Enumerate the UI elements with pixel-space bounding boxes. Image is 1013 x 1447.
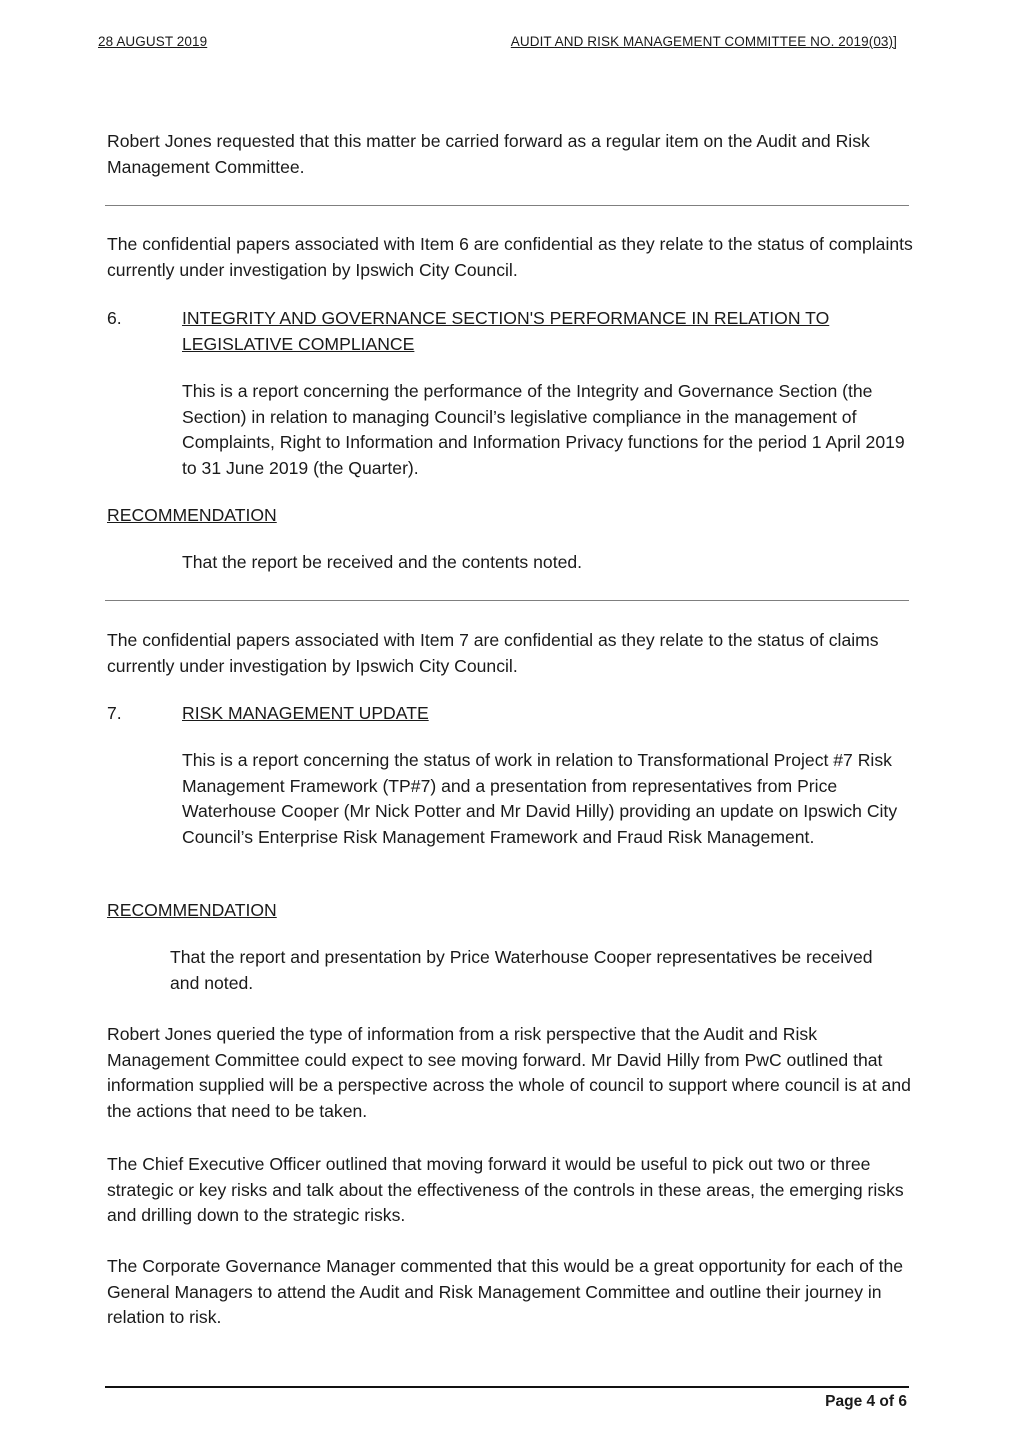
item6-recommendation-heading: RECOMMENDATION — [107, 505, 277, 525]
item6-title: INTEGRITY AND GOVERNANCE SECTION'S PERFORMANCE IN RELATION TO LEGISLATIVE COMPLIANCE — [182, 308, 830, 354]
paragraph-governance-manager: The Corporate Governance Manager commented that this would be a great opportunity for each of the General Managers to attend the Audit and Risk Management Committee and outline their journey in relation to risk. — [107, 1256, 904, 1328]
item7-number: 7. — [107, 703, 122, 723]
item6-body: This is a report concerning the performance of the Integrity and Governance Section (the Section) in relation to managing Council’s legislative compliance in the management of Complaints, Right to Information and Information Privacy functions for the period 1 April 2019 to 31 June 2019 (the Quarter). — [182, 381, 905, 478]
item6-recommendation-text: That the report be received and the contents noted. — [182, 552, 583, 572]
section-divider — [105, 205, 909, 206]
section-divider — [105, 600, 909, 601]
item7-title: RISK MANAGEMENT UPDATE — [182, 703, 429, 723]
item7-body: This is a report concerning the status of work in relation to Transformational Project #7 Risk Management Framework (TP#7) and a presentation from representatives from Price Waterhouse Cooper (Mr Nick Potter and Mr David Hilly) providing an update on Ipswich City Council’s Enterprise Risk Management Framework and Fraud Risk Management. — [182, 750, 898, 847]
page-number: Page 4 of 6 — [825, 1393, 907, 1410]
paragraph-robert-jones-query: Robert Jones queried the type of information from a risk perspective that the Audit and Risk Management Committee could expect to see moving forward. Mr David Hilly from PwC outlined that information supplied will be a perspective across the whole of council to support where council is at and the actions that need to be taken. — [107, 1024, 911, 1121]
footer-rule — [105, 1386, 909, 1388]
paragraph-carried-forward: Robert Jones requested that this matter be carried forward as a regular item on the Audit and Risk Management Committee. — [107, 131, 870, 177]
header-date: 28 AUGUST 2019 — [98, 34, 208, 49]
item7-recommendation-heading: RECOMMENDATION — [107, 900, 277, 920]
paragraph-item7-confidential: The confidential papers associated with Item 7 are confidential as they relate to the status of claims currently under investigation by Ipswich City Council. — [107, 630, 879, 676]
paragraph-item6-confidential: The confidential papers associated with Item 6 are confidential as they relate to the status of complaints currently under investigation by Ipswich City Council. — [107, 234, 913, 280]
item7-recommendation-text: That the report and presentation by Price Waterhouse Cooper representatives be received and noted. — [170, 947, 873, 993]
header-committee-title: AUDIT AND RISK MANAGEMENT COMMITTEE NO. 2019(03)] — [510, 34, 897, 49]
paragraph-ceo-outline: The Chief Executive Officer outlined that moving forward it would be useful to pick out two or three strategic or key risks and talk about the effectiveness of the controls in these areas, the emerging risks and drilling down to the strategic risks. — [107, 1154, 904, 1226]
item6-number: 6. — [107, 308, 122, 328]
